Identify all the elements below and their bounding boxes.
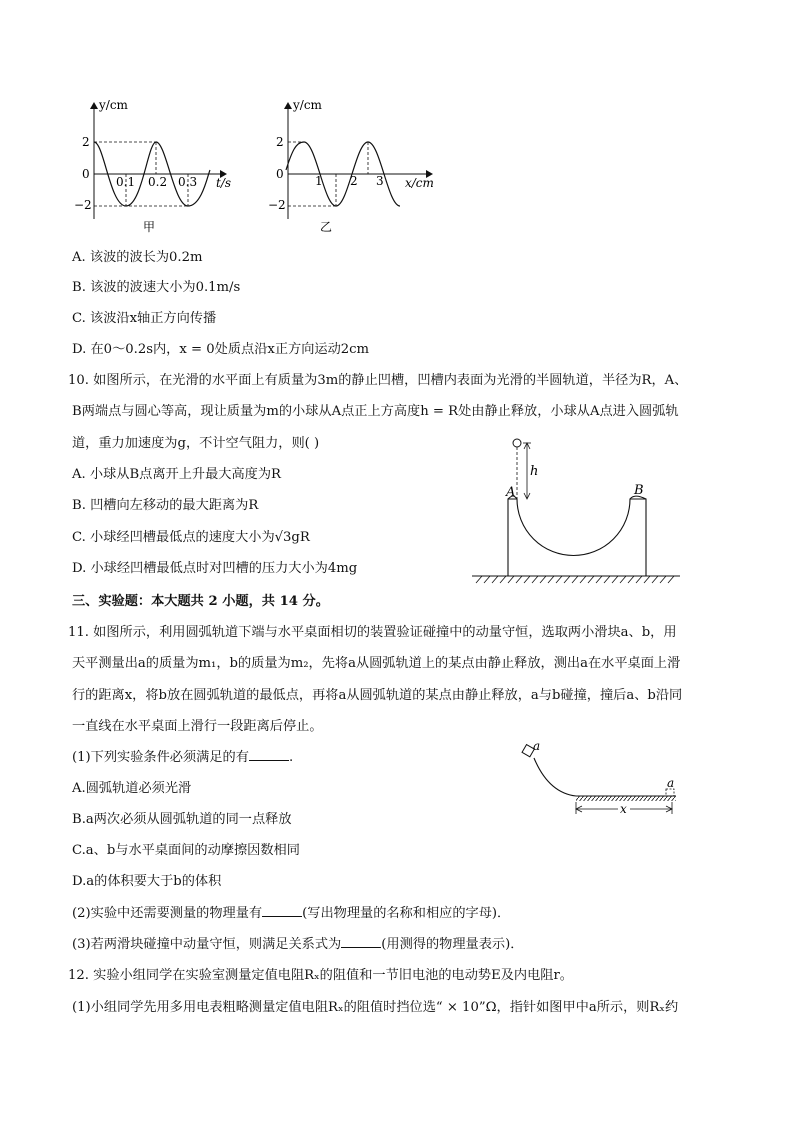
tick-x-1: 0.1	[116, 175, 136, 189]
caption: 乙	[320, 220, 333, 234]
q11-sub2-end: (写出物理量的名称和相应的字母)．	[302, 906, 511, 921]
q12-sub1: (1)小组同学先用多用电表粗略测量定值电阻Rₓ的阻值时挡位选“ × 10”Ω，指针如图甲中a所示，则Rₓ约	[72, 1000, 679, 1015]
track-figure	[514, 738, 689, 820]
q11-sub1-option-d: D.a的体积要大于b的体积	[72, 874, 222, 889]
q9-option-b: B. 该波的波速大小为0.1m/s	[72, 280, 241, 295]
q10-stem-line-2: B两端点与圆心等高，现让质量为m的小球从A点正上方高度h = R处由静止释放，小球从A点进入圆弧轨	[72, 404, 679, 419]
q11-stem-line-4: 一直线在水平桌面上滑行一段距离后停止。	[72, 719, 323, 734]
label-x: x	[620, 802, 627, 816]
q11-stem-line-3: 行的距离x，将b放在圆弧轨道的最低点，再将a从圆弧轨道的某点由静止释放，a与b碰撞，撞后a、b沿同	[72, 688, 683, 703]
q11-sub1-blank[interactable]	[249, 748, 289, 761]
q11-sub3-blank[interactable]	[341, 935, 381, 948]
tick-x-2: 0.2	[148, 175, 168, 189]
y-axis-label: y/cm	[293, 98, 322, 112]
q11-sub3-text: (3)若两滑块碰撞中动量守恒，则满足关系式为	[72, 937, 342, 952]
q11-sub1-text: (1)下列实验条件必须满足的有	[72, 750, 249, 765]
tick-y-neg2: −2	[74, 198, 92, 212]
y-axis-label: y/cm	[99, 98, 128, 112]
tick-y-2: 2	[82, 135, 90, 149]
label-a-top: a	[533, 739, 541, 753]
q11-sub1	[72, 748, 293, 768]
q12-stem: 12. 实验小组同学在实验室测量定值电阻Rₓ的阻值和一节旧电池的电动势E及内电阻r。	[68, 968, 573, 983]
tick-x-1: 1	[315, 174, 323, 188]
tick-x-3: 3	[376, 174, 384, 188]
x-axis-label: x/cm	[405, 176, 434, 190]
q11-sub1-option-c: C.a、b与水平桌面间的动摩擦因数相同	[72, 843, 300, 858]
x-axis-label: t/s	[216, 176, 232, 190]
tick-y-0: 0	[276, 167, 284, 181]
tick-y-neg2: −2	[268, 198, 286, 212]
ball	[513, 439, 521, 447]
q10-stem-line-3: 道，重力加速度为g，不计空气阻力，则( )	[72, 436, 320, 451]
tick-x-3: 0.3	[178, 175, 198, 189]
q11-sub2-blank[interactable]	[262, 904, 302, 917]
tick-y-0: 0	[82, 167, 90, 181]
label-b: B	[634, 483, 644, 498]
q11-sub2	[72, 904, 510, 924]
q11-sub1-end: .	[288, 750, 294, 765]
label-a: A	[506, 485, 516, 500]
q10-stem-line-1: 10. 如图所示，在光滑的水平面上有质量为3m的静止凹槽，凹槽内表面为光滑的半圆轨道，半径为R，A、	[68, 373, 688, 388]
q11-sub3	[72, 935, 523, 955]
q9-option-a: A. 该波的波长为0.2m	[72, 250, 203, 265]
q9-option-d: D. 在0～0.2s内，x = 0处质点沿x正方向运动2cm	[72, 342, 370, 357]
q10-option-c: C. 小球经凹槽最低点的速度大小为√3gR	[72, 530, 310, 545]
q11-sub1-option-b: B.a两次必须从圆弧轨道的同一点释放	[72, 812, 292, 827]
q9-option-c: C. 该波沿x轴正方向传播	[72, 311, 217, 326]
block-a-end	[666, 789, 674, 796]
q11-sub2-text: (2)实验中还需要测量的物理量有	[72, 906, 263, 921]
q11-stem-line-1: 11. 如图所示，利用圆弧轨道下端与水平桌面相切的装置验证碰撞中的动量守恒，选取两小滑块a、b，用	[68, 625, 677, 640]
label-a-end: a	[667, 776, 675, 790]
groove-figure	[468, 435, 688, 590]
groove-body	[508, 499, 646, 576]
graph-yi	[268, 95, 447, 240]
graph-jia	[74, 95, 248, 240]
section3-heading: 三、实验题：本大题共 2 小题，共 14 分。	[72, 594, 329, 609]
label-h: h	[530, 464, 539, 479]
caption: 甲	[143, 220, 156, 234]
q10-option-b: B. 凹槽向左移动的最大距离为R	[72, 498, 259, 513]
q11-sub3-end: (用测得的物理量表示)．	[381, 937, 524, 952]
q11-sub1-option-a: A.圆弧轨道必须光滑	[72, 781, 192, 796]
arc-track	[534, 758, 576, 796]
q10-option-a: A. 小球从B点离开上升最大高度为R	[72, 467, 281, 482]
q11-stem-line-2: 天平测量出a的质量为m₁，b的质量为m₂，先将a从圆弧轨道上的某点由静止释放，测出a在水平桌面上滑	[72, 656, 681, 671]
tick-x-2: 2	[350, 174, 358, 188]
tick-y-2: 2	[276, 135, 284, 149]
q10-option-d: D. 小球经凹槽最低点时对凹槽的压力大小为4mg	[72, 561, 358, 576]
